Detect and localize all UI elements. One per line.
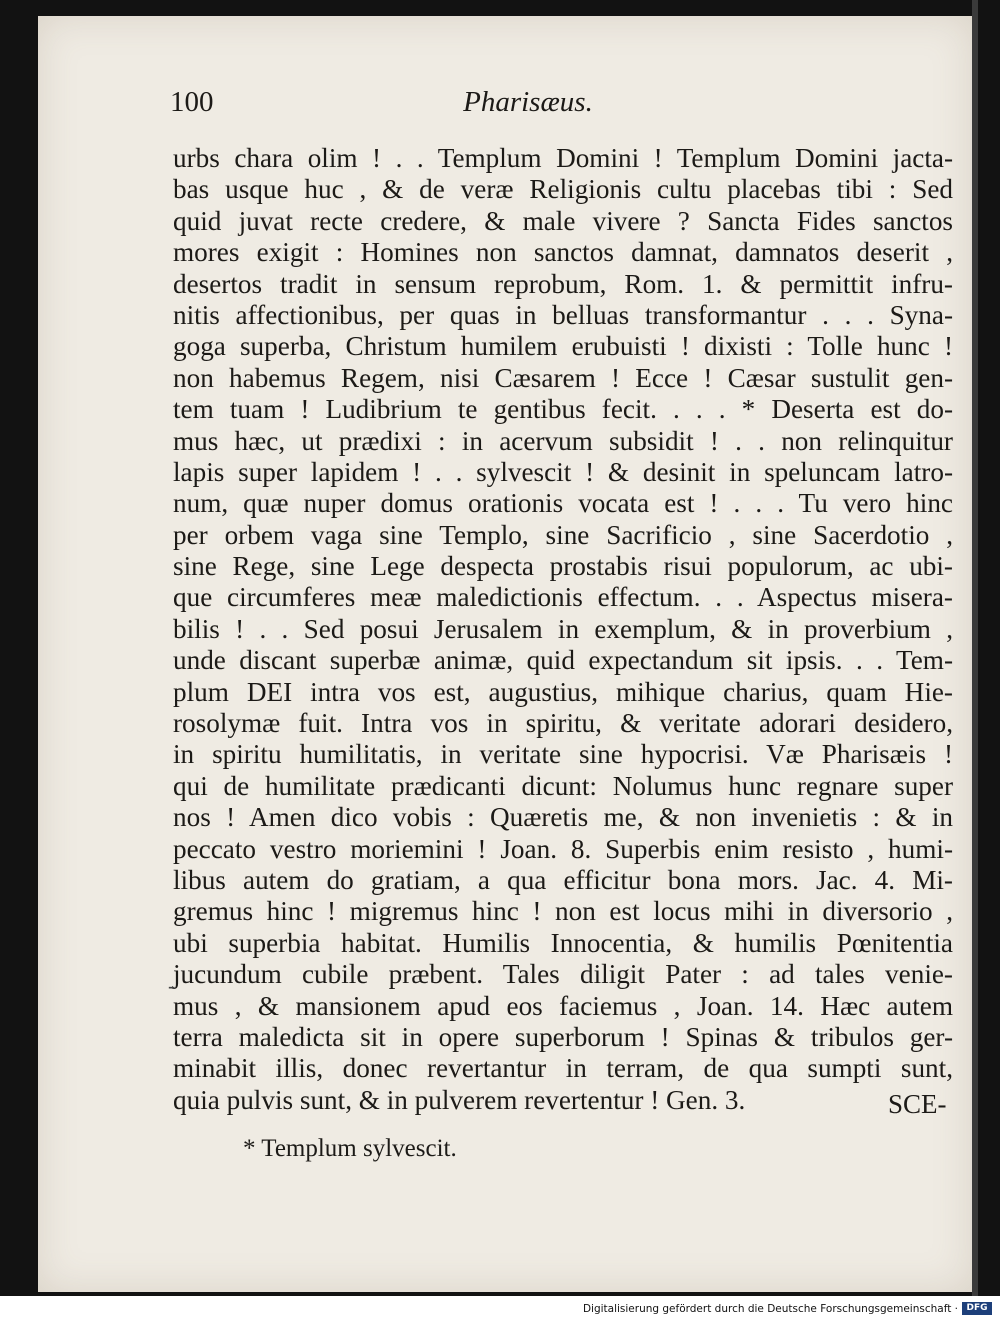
text-line: bas usque huc , & de veræ Religionis cultu placebas tibi : Sed — [173, 174, 953, 205]
text-line: urbs chara olim ! . . Templum Domini ! Templum Domini jacta- — [173, 143, 953, 173]
funding-credit: Digitalisierung gefördert durch die Deutsche Forschungsgemeinschaft · — [582, 1303, 958, 1315]
text-line: sine Rege, sine Lege despecta prostabis risui populorum, ac ubi- — [173, 551, 953, 582]
text-line: rosolymæ fuit. Intra vos in spiritu, & veritate adorari desidero, — [173, 708, 953, 739]
text-line: minabit illis, donec revertantur in terram, de qua sumpti sunt, — [173, 1053, 953, 1084]
text-line: terra maledicta sit in opere superborum ! Spinas & tribulos ger- — [173, 1021, 953, 1052]
text-line: qui de humilitate prædicanti dicunt: Nolumus hunc regnare super — [173, 770, 953, 801]
footnote: * Templum sylvescit. — [243, 1135, 457, 1162]
text-line: lapis super lapidem ! . . sylvescit ! & desinit in speluncam latro- — [173, 456, 953, 487]
page-edge — [972, 0, 978, 1296]
text-line: unde discant superbæ animæ, quid expectandum sit ipsis. . . Tem- — [173, 645, 953, 676]
text-line: non habemus Regem, nisi Cæsarem ! Ecce ! Cæsar sustulit gen- — [173, 362, 953, 393]
text-line: gremus hinc ! migremus hinc ! non est locus mihi in diversorio , — [173, 896, 953, 927]
body-text — [173, 143, 953, 1116]
margin-mark: - — [168, 973, 176, 998]
text-line: desertos tradit in sensum reprobum, Rom. 1. & permittit infru- — [173, 268, 953, 299]
dfg-logo: DFG — [962, 1302, 992, 1315]
text-line: per orbem vaga sine Templo, sine Sacrificio , sine Sacerdotio , — [173, 519, 953, 550]
running-title: Pharisæus. — [463, 86, 593, 118]
text-line: quia pulvis sunt, & in pulverem revertentur ! Gen. 3. — [173, 1084, 746, 1115]
text-line: mus hæc, ut prædixi : in acervum subsidit ! . . non relinquitur — [173, 425, 953, 456]
text-line: ubi superbia habitat. Humilis Innocentia, & humilis Pœnitentia — [173, 927, 953, 958]
text-line: num, quæ nuper domus orationis vocata est ! . . . Tu vero hinc — [173, 488, 953, 519]
text-line: mores exigit : Homines non sanctos damnat, damnatos deserit , — [173, 237, 953, 268]
text-line: nitis affectionibus, per quas in belluas transformantur . . . Syna- — [173, 299, 953, 330]
text-line: quid juvat recte credere, & male vivere ? Sancta Fides sanctos — [173, 205, 953, 236]
text-line: que circumferes meæ maledictionis effectum. . . Aspectus misera- — [173, 582, 953, 613]
text-line: mus , & mansionem apud eos faciemus , Joan. 14. Hæc autem — [173, 990, 953, 1021]
catchword: SCE- — [888, 1089, 947, 1119]
text-line: tem tuam ! Ludibrium te gentibus fecit. . . . * Deserta est do- — [173, 394, 953, 425]
text-line: in spiritu humilitatis, in veritate sine hypocrisi. Væ Pharisæis ! — [173, 739, 953, 770]
text-line: goga superba, Christum humilem erubuisti ! dixisti : Tolle hunc ! — [173, 331, 953, 362]
page-number: 100 — [170, 86, 214, 118]
text-line: jucundum cubile præbent. Tales diligit Pater : ad tales venie- — [173, 959, 953, 990]
text-line: nos ! Amen dico vobis : Quæretis me, & non invenietis : & in — [173, 802, 953, 833]
text-line: bilis ! . . Sed posui Jerusalem in exemplum, & in proverbium , — [173, 613, 953, 644]
page-header — [138, 86, 918, 126]
text-line: libus autem do gratiam, a qua efficitur bona mors. Jac. 4. Mi- — [173, 864, 953, 895]
text-line: plum DEI intra vos est, augustius, mihique charius, quam Hie- — [173, 676, 953, 707]
text-line: peccato vestro moriemini ! Joan. 8. Superbis enim resisto , humi- — [173, 833, 953, 864]
